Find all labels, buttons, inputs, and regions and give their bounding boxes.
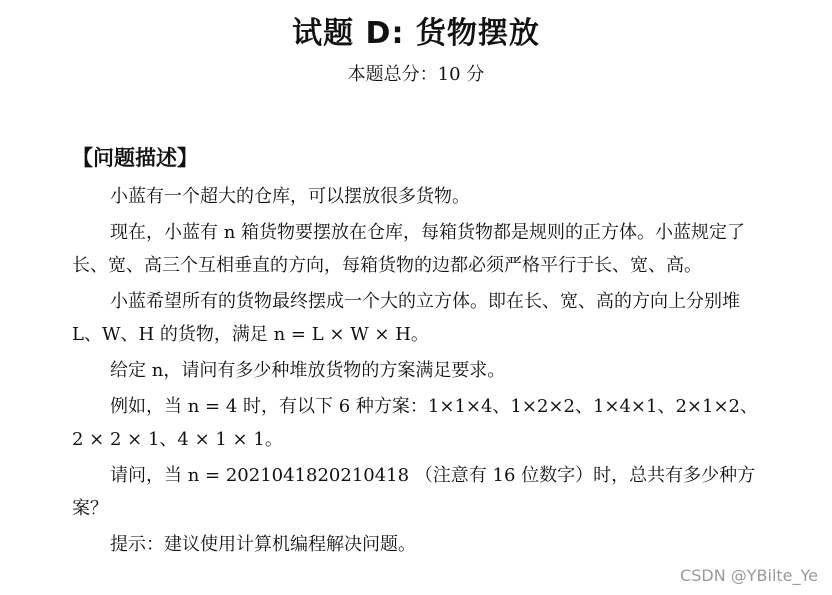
- paragraph-hint: 提示：建议使用计算机编程解决问题。: [110, 534, 416, 555]
- total-score: 本题总分：10 分: [347, 64, 485, 85]
- paragraph-example: 例如，当 n = 4 时，有以下 6 种方案：1×1×4、1×2×2、1×4×1、2×1×2、2 × 2 × 1、4 × 1 × 1。: [72, 396, 758, 450]
- paragraph-ask: 请问，当 n = 2021041820210418 （注意有 16 位数字）时，总共有多少种方案？: [72, 465, 756, 519]
- csdn-watermark: CSDN @YBilte_Ye: [680, 566, 818, 585]
- problem-description: [72, 180, 762, 564]
- paragraph-intro: 小蓝有一个超大的仓库，可以摆放很多货物。: [110, 186, 470, 207]
- problem-title: 试题 D: 货物摆放: [292, 16, 540, 51]
- paragraph-question: 给定 n，请问有多少种堆放货物的方案满足要求。: [110, 360, 506, 381]
- paragraph-cube: 小蓝希望所有的货物最终摆成一个大的立方体。即在长、宽、高的方向上分别堆 L、W、H 的货物，满足 n = L × W × H。: [72, 291, 740, 345]
- section-heading: 【问题描述】: [72, 146, 198, 170]
- paragraph-boxes: 现在，小蓝有 n 箱货物要摆放在仓库，每箱货物都是规则的正方体。小蓝规定了长、宽、高三个互相垂直的方向，每箱货物的边都必须严格平行于长、宽、高。: [72, 222, 746, 276]
